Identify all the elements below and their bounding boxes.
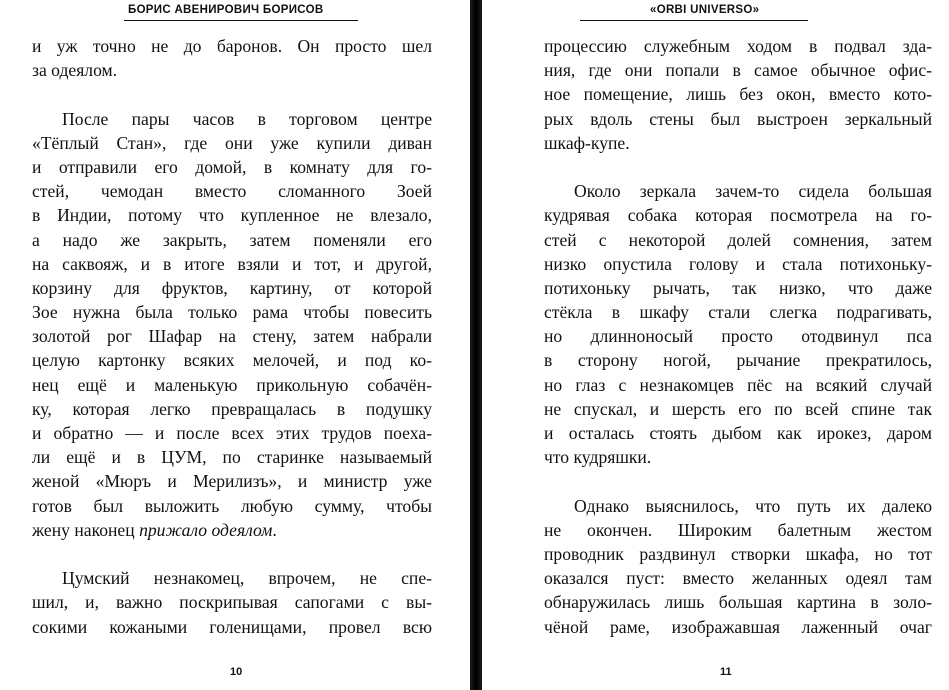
text-line: но длинноносый просто отодвинул пса: [544, 326, 932, 347]
text-line: и обратно — и после всех этих трудов поеха-: [32, 423, 432, 443]
italic-phrase: прижало одеялом: [139, 519, 273, 540]
paragraph-gap: [544, 469, 932, 493]
text-line: кудрявая собака которая посмотрела на го-: [544, 205, 932, 226]
text-line: стей, чемодан вместо сломанного Зоей: [32, 181, 432, 202]
right-page-number: 11: [720, 666, 732, 678]
left-running-head: БОРИС АВЕНИРОВИЧ БОРИСОВ: [128, 4, 324, 16]
book-gutter: [470, 0, 482, 690]
text-line: в Индии, потому что купленное не влезало,: [32, 205, 432, 226]
text-line: ное помещение, лишь без окон, вместо кото-: [544, 84, 932, 105]
text-line: шил, и, важно поскрипывая сапогами с вы-: [32, 592, 432, 613]
text-line: шкаф-купе.: [544, 132, 630, 153]
text-line: рых вдоль стены был выстроен зеркальный: [544, 108, 932, 129]
text-line: Однако выяснилось, что путь их далеко: [574, 495, 932, 516]
text-line: «Тёплый Стан», где они уже купили диван: [32, 132, 432, 153]
text-line: за одеялом.: [32, 60, 118, 81]
paragraph-gap: [32, 542, 432, 566]
text-line: корзину для фруктов, картину, от которой: [32, 277, 432, 298]
left-body-text: [32, 34, 432, 639]
text-line: и уж точно не до баронов. Он просто шел: [32, 36, 432, 56]
text-segment: .: [272, 519, 277, 540]
text-line: не окончен. Широким балетным жестом: [544, 519, 932, 540]
text-line: ку, которая легко превращалась в подушку: [32, 398, 432, 419]
right-page: [482, 0, 949, 690]
text-line: ния, где они попали в самое обычное офис-: [544, 60, 932, 81]
text-line: женой «Мюръ и Мерилизъ», и министр уже: [32, 471, 432, 492]
text-line: Около зеркала зачем-то сидела большая: [574, 181, 932, 202]
text-line: и отправили его домой, в комнату для го-: [32, 156, 432, 177]
text-line: стёкла в шкафу стали слегка подрагивать,: [544, 302, 932, 323]
text-line: Цумский незнакомец, впрочем, не спе-: [62, 568, 432, 589]
right-head-rule: [580, 20, 808, 21]
text-segment: жену наконец: [32, 519, 140, 540]
text-line: стей с некоторой долей сомнения, затем: [544, 229, 932, 250]
text-line: в сторону ногой, рычание прекратилось,: [544, 350, 932, 371]
text-line: ли ещё и в ЦУМ, по старинке называемый: [32, 447, 432, 468]
text-line: не спускал, и шерсть его по всей спине так: [544, 398, 932, 419]
text-line: и осталась стоять дыбом как ирокез, даром: [544, 423, 932, 443]
left-head-rule: [124, 20, 358, 21]
text-line: процессию служебным ходом в подвал зда-: [544, 36, 932, 56]
text-line: чёной раме, изображавшая лаженный очаг: [544, 616, 932, 637]
text-line: оказался пуст: вместо желанных одеял там: [544, 568, 932, 589]
text-line: но глаз с незнакомцев пёс на всякий случай: [544, 374, 932, 395]
text-line: готов был выложить любую сумму, чтобы: [32, 495, 432, 516]
right-body-text: [544, 34, 932, 639]
left-page: [0, 0, 470, 690]
text-line: [32, 518, 432, 542]
text-line: нец ещё и маленькую прикольную собачён-: [32, 374, 432, 395]
paragraph-gap: [32, 82, 432, 106]
text-line: После пары часов в торговом центре: [62, 108, 432, 129]
text-line: сокими кожаными голенищами, провел всю: [32, 616, 432, 637]
text-line: обнаружилась лишь большая картина в золо-: [544, 592, 932, 613]
text-line: целую картонку всяких мелочей, и под ко-: [32, 350, 432, 371]
left-page-number: 10: [230, 666, 243, 678]
text-line: а надо же закрыть, затем поменяли его: [32, 229, 432, 250]
text-line: проводник раздвинул створки шкафа, но тот: [544, 543, 932, 564]
text-line: низко опустила голову и стала потихоньку-: [544, 253, 932, 274]
text-line: что кудряшки.: [544, 447, 652, 468]
right-running-head: «ORBI UNIVERSO»: [650, 4, 760, 16]
paragraph-gap: [544, 155, 932, 179]
text-line: на саквояж, и в итоге взяли и тот, и другой,: [32, 253, 432, 274]
text-line: потихоньку рычать, так низко, что даже: [544, 277, 932, 298]
text-line: Зое нужна была только рама чтобы повесить: [32, 302, 432, 323]
text-line: золотой рог Шафар на стену, затем набрали: [32, 326, 432, 347]
